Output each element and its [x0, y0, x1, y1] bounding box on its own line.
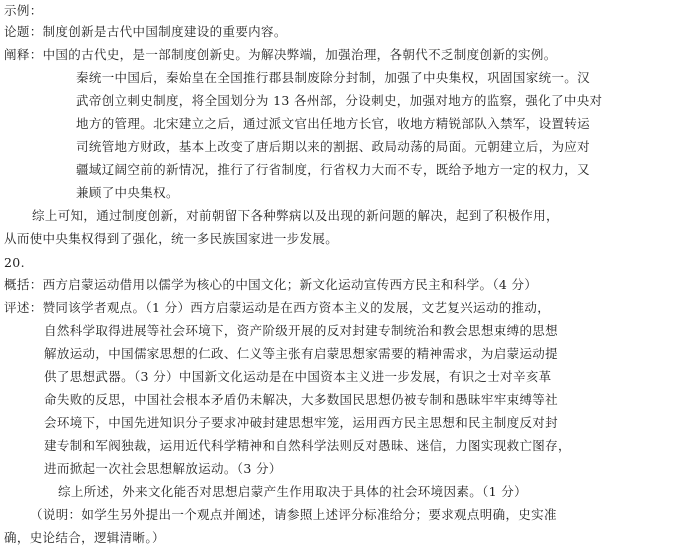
review-row [4, 299, 550, 316]
explain-line: 中国的古代史，是一部制度创新史。为解决弊端，加强治理，各朝代不乏制度创新的实例。 [42, 47, 557, 62]
review-line: 自然科学取得进展等社会环境下，资产阶级开展的反对封建专制统治和教会思想束缚的思想 [44, 323, 559, 338]
conclusion-line: 综上可知，通过制度创新，对前朝留下各种弊病以及出现的新问题的解决，起到了积极作用， [32, 208, 559, 223]
thesis-row [4, 23, 287, 40]
review-line: 进而掀起一次社会思想解放运动。（3 分） [44, 461, 282, 476]
review-line: 会环境下，中国先进知识分子要求冲破封建思想牢笼，运用西方民主思想和民主制度反对封 [44, 415, 559, 430]
review-line: 赞同该学者观点。（1 分）西方启蒙运动是在西方资本主义的发展，文艺复兴运动的推动， [42, 300, 551, 315]
explain-line: 秦统一中国后，秦始皇在全国推行郡县制废除分封制，加强了中央集权，巩固国家统一。汉 [76, 70, 591, 85]
explain-line: 地方的管理。北宋建立之后，通过派文官出任地方长官，收地方精锐部队入禁军，设置转运 [76, 116, 591, 131]
example-heading: 示例： [4, 3, 43, 18]
explain-row [4, 46, 557, 63]
summary-label: 概括： [4, 277, 43, 292]
note-line: （说明：如学生另外提出一个观点并阐述，请参照上述评分标准给分；要求观点明确，史实准 [30, 507, 557, 522]
explain-line: 司统管地方财政，基本上改变了唐后期以来的割据、政局动荡的局面。元朝建立后，为应对 [76, 139, 591, 154]
question-number: 20. [4, 255, 25, 270]
thesis-text: 制度创新是古代中国制度建设的重要内容。 [42, 24, 287, 39]
summary-text: 西方启蒙运动借用以儒学为核心的中国文化；新文化运动宣传西方民主和科学。（4 分） [42, 277, 538, 292]
review-line: 解放运动，中国儒家思想的仁政、仁义等主张有启蒙思想家需要的精神需求，为启蒙运动提 [44, 346, 559, 361]
review-line: 命失败的反思，中国社会根本矛盾仍未解决，大多数国民思想仍被专制和愚昧牢牢束缚等社 [44, 392, 559, 407]
review-line: 建专制和军阀独裁，运用近代科学精神和自然科学法则反对愚昧、迷信，力图实现救亡图存， [44, 438, 571, 453]
explain-line: 兼顾了中央集权。 [76, 185, 179, 200]
summary-row [4, 276, 537, 293]
review-label: 评述： [4, 300, 43, 315]
review-line: 供了思想武器。（3 分）中国新文化运动是在中国资本主义进一步发展，有识之士对辛亥革 [44, 369, 552, 384]
thesis-label: 论题： [4, 24, 43, 39]
review-conclusion: 综上所述，外来文化能否对思想启蒙产生作用取决于具体的社会环境因素。（1 分） [58, 484, 527, 499]
explain-line: 武帝创立刺史制度，将全国划分为 13 各州部，分设刺史，加强对地方的监察，强化了中央对 [76, 93, 603, 108]
explain-line: 疆域辽阔空前的新情况，推行了行省制度，行省权力大而不专，既给予地方一定的权力，又 [76, 162, 591, 177]
note-line: 确，史论结合，逻辑清晰。） [4, 530, 165, 545]
conclusion-line: 从而使中央集权得到了强化，统一多民族国家进一步发展。 [4, 231, 339, 246]
explain-label: 阐释： [4, 47, 43, 62]
